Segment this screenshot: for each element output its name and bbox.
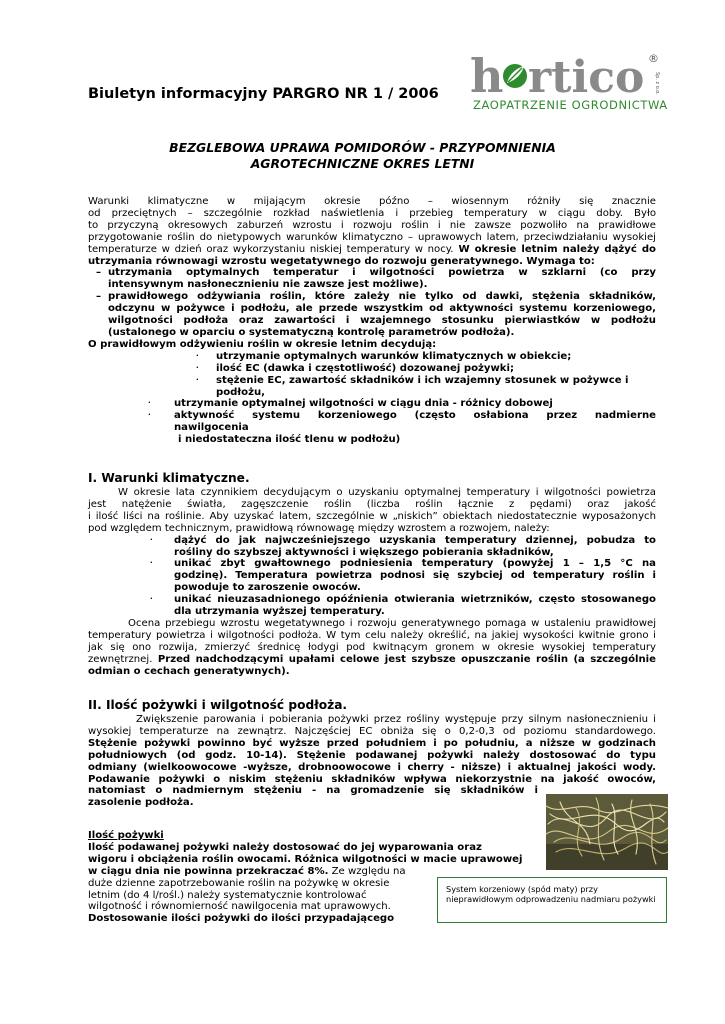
root-system-photo bbox=[546, 794, 668, 870]
paragraph-line: odmian o cechach generatywnych). bbox=[88, 665, 290, 677]
dash-list-item: – prawidłowego odżywiania roślin, które zależy nie tylko od dawki, stężenia składników, odczynu w pożywce i podłożu, ale przede wszystkim od aktywności systemu korzeniowego, wilgotności podłoża oraz zawartości i wzajemnego stosunku pierwiastków w podłożu (ustalonego w oparciu o systematyczną kontrolę parametrów podłoża). bbox=[96, 291, 656, 338]
logo-wordmark-h: h bbox=[470, 52, 504, 103]
list-item: · aktywność systemu korzeniowego (często osłabiona przez nadmierne nawilgocenia i niedostateczna ilość tlenu w podłożu) bbox=[148, 410, 656, 446]
dot-marker: · bbox=[150, 595, 153, 604]
leaf-icon bbox=[503, 64, 527, 88]
sub-list-item: · stężenie EC, zawartość składników i ich wzajemny stosunek w pożywce i podłożu, bbox=[196, 374, 629, 398]
doc-title-line-1: BEZGLEBOWA UPRAWA POMIDORÓW - PRZYPOMNIENIA bbox=[169, 140, 556, 155]
paragraph-line: Ocena przebiegu wzrostu wegetatywnego i rozwoju generatywnego pomaga w ustaleniu prawidłowej bbox=[128, 617, 656, 629]
intro-line: temperaturze w dzień oraz wykorzystaniu niskiej temperatury w nocy. W okresie letnim należy dążyć do bbox=[88, 243, 656, 255]
bullet-item: · unikać nieuzasadnionego opóźnienia otwierania wietrzników, często stosowanego dla utrzymania wyższej temperatury. bbox=[150, 594, 656, 618]
dash-list-item: – utrzymania optymalnych temperatur i wilgotności powietrza w szklarni (co przy intensywnym nasłonecznieniu nie zawsze jest możliwe). bbox=[96, 267, 656, 291]
logo-suffix: Sp. z o.o. bbox=[654, 72, 660, 95]
dot-marker: · bbox=[148, 411, 151, 420]
hortico-logo bbox=[470, 52, 670, 114]
paragraph-line: w ciągu dnia nie powinna przekraczać 8%. Ze względu na bbox=[88, 865, 406, 877]
paragraph-line: Podawanie pożywki o niskim stężeniu składników wpływa niekorzystnie na jakość owoców, bbox=[88, 773, 656, 785]
paragraph-line: wysokiej temperaturze na zewnątrz. Najczęściej EC obniża się o 0,2-0,3 od poziomu standardowego. bbox=[88, 725, 656, 737]
bullet-item: · unikać zbyt gwałtownego podniesienia temperatury (powyżej 1 – 1,5 °C na godzinę). Temperatura powietrza podnosi się szybciej od temperatury roślin i powoduje to zaroszenie owoców. bbox=[150, 558, 656, 594]
paragraph-line: Stężenie pożywki powinno być wyższe przed południem i po południu, a niższe w godzinach bbox=[88, 737, 656, 749]
photo-caption-box bbox=[437, 877, 667, 923]
paragraph-line: zewnętrznej. Przed nadchodzącymi upałami celowe jest szybsze opuszczanie roślin (a szczególnie bbox=[88, 653, 656, 665]
paragraph-line: letnim (do 4 l/rośl.) należy systematycznie kontrolować bbox=[88, 889, 367, 901]
intro-line: utrzymania równowagi wzrostu wegetatywnego do rozwoju generatywnego. Wymaga to: bbox=[88, 255, 595, 267]
section-2-heading: II. Ilość pożywki i wilgotność podłoża. bbox=[88, 698, 348, 712]
bulletin-title: Biuletyn informacyjny PARGRO NR 1 / 2006 bbox=[88, 86, 439, 102]
subheading-ilosc-pozywki: Ilość pożywki bbox=[88, 830, 164, 841]
dash-marker: – bbox=[96, 291, 102, 303]
dash-marker: – bbox=[96, 267, 102, 279]
registered-mark: ® bbox=[648, 52, 659, 65]
paragraph-line: jest natężenie światła, zagęszczenie roślin (liczba roślin łącznie z pędami) oraz jakość bbox=[88, 498, 656, 510]
paragraph-line: Ilość podawanej pożywki należy dostosować do jej wyparowania oraz bbox=[88, 841, 482, 853]
paragraph-line: odmiany (wielkoowocowe -wyższe, drobnoowocowe i cherry - niższe) i aktualnej jakości wody. bbox=[88, 761, 656, 773]
list-item: · utrzymanie optymalnej wilgotności w ciągu dnia - różnicy dobowej bbox=[148, 398, 553, 410]
paragraph-line: południowych (od godz. 10-14). Stężenie podawanej pożywki należy dostosować do typu bbox=[88, 749, 656, 761]
logo-wordmark-rest: rtico bbox=[528, 52, 645, 103]
nutrition-lead: O prawidłowym odżywieniu roślin w okresie letnim decydują: bbox=[88, 338, 437, 350]
paragraph-line: Zwiększenie parowania i pobierania pożywki przez rośliny występuje przy silnym nasłonecznieniu i bbox=[136, 714, 656, 725]
paragraph-line: i ilość liści na roślinie. Aby uzyskać latem, szczególnie w „niskich” obiektach niedostatecznie wyposażonych bbox=[88, 510, 656, 522]
paragraph-line: duże dzienne zapotrzebowanie roślin na pożywkę w okresie bbox=[88, 877, 390, 889]
paragraph-line: zasolenie podłoża. bbox=[88, 797, 194, 809]
section-1-heading: I. Warunki klimatyczne. bbox=[88, 471, 250, 485]
intro-line: to przyczyną okresowych zaburzeń wzrostu i rozwoju roślin i nie zawsze pozwoliło na prawidłowe bbox=[88, 219, 656, 231]
paragraph-line: jak się ono rozwija, zmierzyć średnicę łodygi pod kwitnącym gronem w okresie wysokiej temperatury bbox=[88, 641, 656, 653]
intro-line: od przeciętnych – szczególnie rozkład naświetlenia i przebieg temperatury w ciągu doby. Było bbox=[88, 207, 656, 219]
dot-marker: · bbox=[196, 363, 199, 372]
intro-block bbox=[88, 196, 656, 446]
section-1-body bbox=[88, 487, 656, 678]
paragraph-line: Dostosowanie ilości pożywki do ilości przypadającego bbox=[88, 913, 395, 925]
paragraph-line: natomiast o nadmiernym stężeniu - na gromadzenie się składników i bbox=[88, 785, 538, 797]
paragraph-line: pod względem technicznym, prawidłową równowagę między wzrostem a rozwojem, należy: bbox=[88, 522, 550, 534]
photo-caption: System korzeniowy (spód maty) przy nieprawidłowym odprowadzeniu nadmiaru pożywki bbox=[446, 884, 656, 904]
doc-title-line-2: AGROTECHNICZNE OKRES LETNI bbox=[250, 156, 475, 171]
dot-marker: · bbox=[150, 535, 153, 544]
dot-marker: · bbox=[196, 375, 199, 384]
intro-line: Warunki klimatyczne w mijającym okresie późno – wiosennym różniły się znacznie bbox=[88, 196, 656, 207]
paragraph-line: wigoru i obciążenia roślin owocami. Różnica wilgotności w macie uprawowej bbox=[88, 853, 523, 865]
dot-marker: · bbox=[150, 559, 153, 568]
paragraph-line: temperatury powietrza i wilgotności podłoża. W tym celu należy określić, na jakiej wysokości kwitnie grono i bbox=[88, 629, 656, 641]
intro-line: przygotowanie roślin do nietypowych warunków klimatyczno – uprawowych latem, przeciwdziałaniu wysokiej bbox=[88, 231, 656, 243]
dot-marker: · bbox=[196, 351, 199, 360]
paragraph-line: W okresie lata czynnikiem decydującym o uzyskaniu optymalnej temperatury i wilgotności powietrza bbox=[118, 487, 656, 498]
sub-list-item: · ilość EC (dawka i częstotliwość) dozowanej pożywki; bbox=[196, 362, 515, 374]
dot-marker: · bbox=[148, 399, 151, 408]
logo-tagline: ZAOPATRZENIE OGRODNICTWA bbox=[473, 98, 668, 112]
paragraph-line: wilgotność i równomierność nawilgocenia mat uprawowych. bbox=[88, 901, 391, 913]
sub-list-item: · utrzymanie optymalnych warunków klimatycznych w obiekcie; bbox=[196, 350, 572, 362]
bullet-item: · dążyć do jak najwcześniejszego uzyskania temperatury dziennej, pobudza to rośliny do szybszej aktywności i większego pobierania składników, bbox=[150, 534, 656, 558]
